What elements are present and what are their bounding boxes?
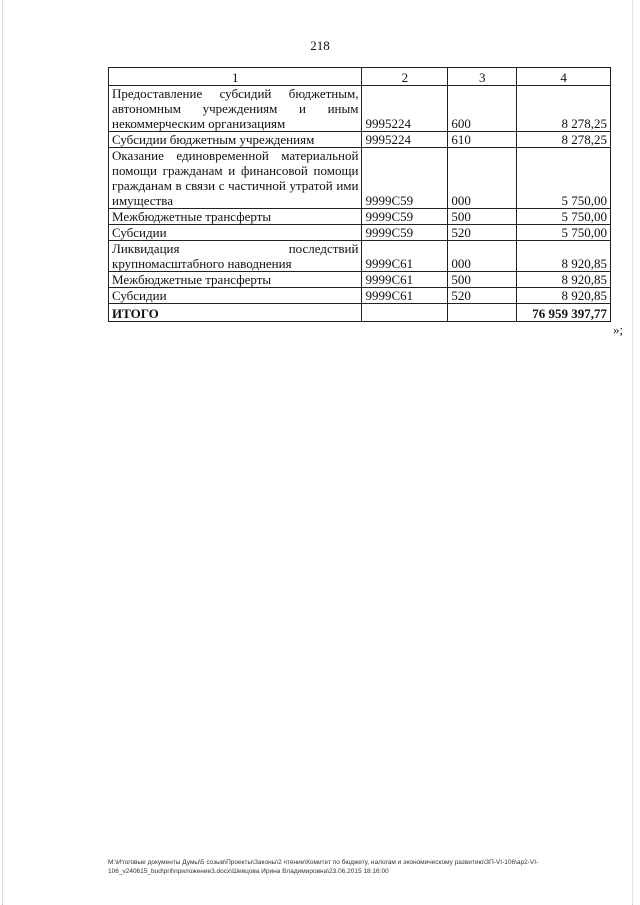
row-amount: 8 920,85 xyxy=(517,272,611,288)
table-row xyxy=(109,272,611,288)
row-description: Ликвидация последствий крупномасштабного наводнения xyxy=(109,241,362,272)
file-path-line: 106_v240615_bud\pril\приложение3.docx\Шевцова Ирина Владимировна\23.06.2015 18:16:00 xyxy=(108,868,389,875)
scan-edge-right xyxy=(632,0,634,905)
row-amount: 8 920,85 xyxy=(517,288,611,304)
row-amount: 5 750,00 xyxy=(517,209,611,225)
table-row xyxy=(109,288,611,304)
header-cell-4: 4 xyxy=(517,68,611,86)
total-amount: 76 959 397,77 xyxy=(517,304,611,322)
row-code: 9999С59 xyxy=(362,148,448,209)
total-row xyxy=(109,304,611,322)
file-path-line: M:\Итоговые документы Думы\5 созыв\Проекты\Законы\2 чтение\Комитет по бюджету, налогам и экономическому развитию\ЗП-VI-106\ap2-VI- xyxy=(108,859,539,866)
row-code: 9999С61 xyxy=(362,288,448,304)
total-empty-cell xyxy=(362,304,448,322)
header-cell-1: 1 xyxy=(109,68,362,86)
row-description: Оказание единовременной материальной помощи гражданам и финансовой помощи гражданам в связи с частичной утратой ими имущества xyxy=(109,148,362,209)
row-amount: 5 750,00 xyxy=(517,148,611,209)
row-amount: 8 278,25 xyxy=(517,132,611,148)
row-kind: 520 xyxy=(448,225,517,241)
file-path-footer xyxy=(108,858,612,876)
scan-edge-left xyxy=(2,0,4,905)
page-number: 218 xyxy=(310,38,330,53)
table-row xyxy=(109,148,611,209)
row-kind: 520 xyxy=(448,288,517,304)
row-code: 9999С59 xyxy=(362,225,448,241)
row-kind: 500 xyxy=(448,272,517,288)
row-kind: 000 xyxy=(448,241,517,272)
row-code: 9999С61 xyxy=(362,241,448,272)
row-description: Субсидии бюджетным учреждениям xyxy=(109,132,362,148)
row-code: 9995224 xyxy=(362,86,448,132)
row-code: 9999С61 xyxy=(362,272,448,288)
total-empty-cell xyxy=(448,304,517,322)
header-cell-3: 3 xyxy=(448,68,517,86)
row-amount: 8 920,85 xyxy=(517,241,611,272)
table-row xyxy=(109,241,611,272)
row-kind: 000 xyxy=(448,148,517,209)
row-amount: 8 278,25 xyxy=(517,86,611,132)
row-description: Межбюджетные трансферты xyxy=(109,272,362,288)
row-description: Предоставление субсидий бюджетным, автономным учреждениям и иным некоммерческим организациям xyxy=(109,86,362,132)
row-kind: 610 xyxy=(448,132,517,148)
row-kind: 600 xyxy=(448,86,517,132)
row-code: 9995224 xyxy=(362,132,448,148)
table-row xyxy=(109,209,611,225)
header-cell-2: 2 xyxy=(362,68,448,86)
row-amount: 5 750,00 xyxy=(517,225,611,241)
row-description: Межбюджетные трансферты xyxy=(109,209,362,225)
row-description: Субсидии xyxy=(109,225,362,241)
table-row xyxy=(109,132,611,148)
row-description: Субсидии xyxy=(109,288,362,304)
closing-quote-mark: »; xyxy=(613,322,624,337)
table-row xyxy=(109,86,611,132)
table-row xyxy=(109,225,611,241)
row-code: 9999С59 xyxy=(362,209,448,225)
budget-table xyxy=(108,67,611,322)
table-header-row xyxy=(109,68,611,86)
total-label: ИТОГО xyxy=(109,304,362,322)
row-kind: 500 xyxy=(448,209,517,225)
